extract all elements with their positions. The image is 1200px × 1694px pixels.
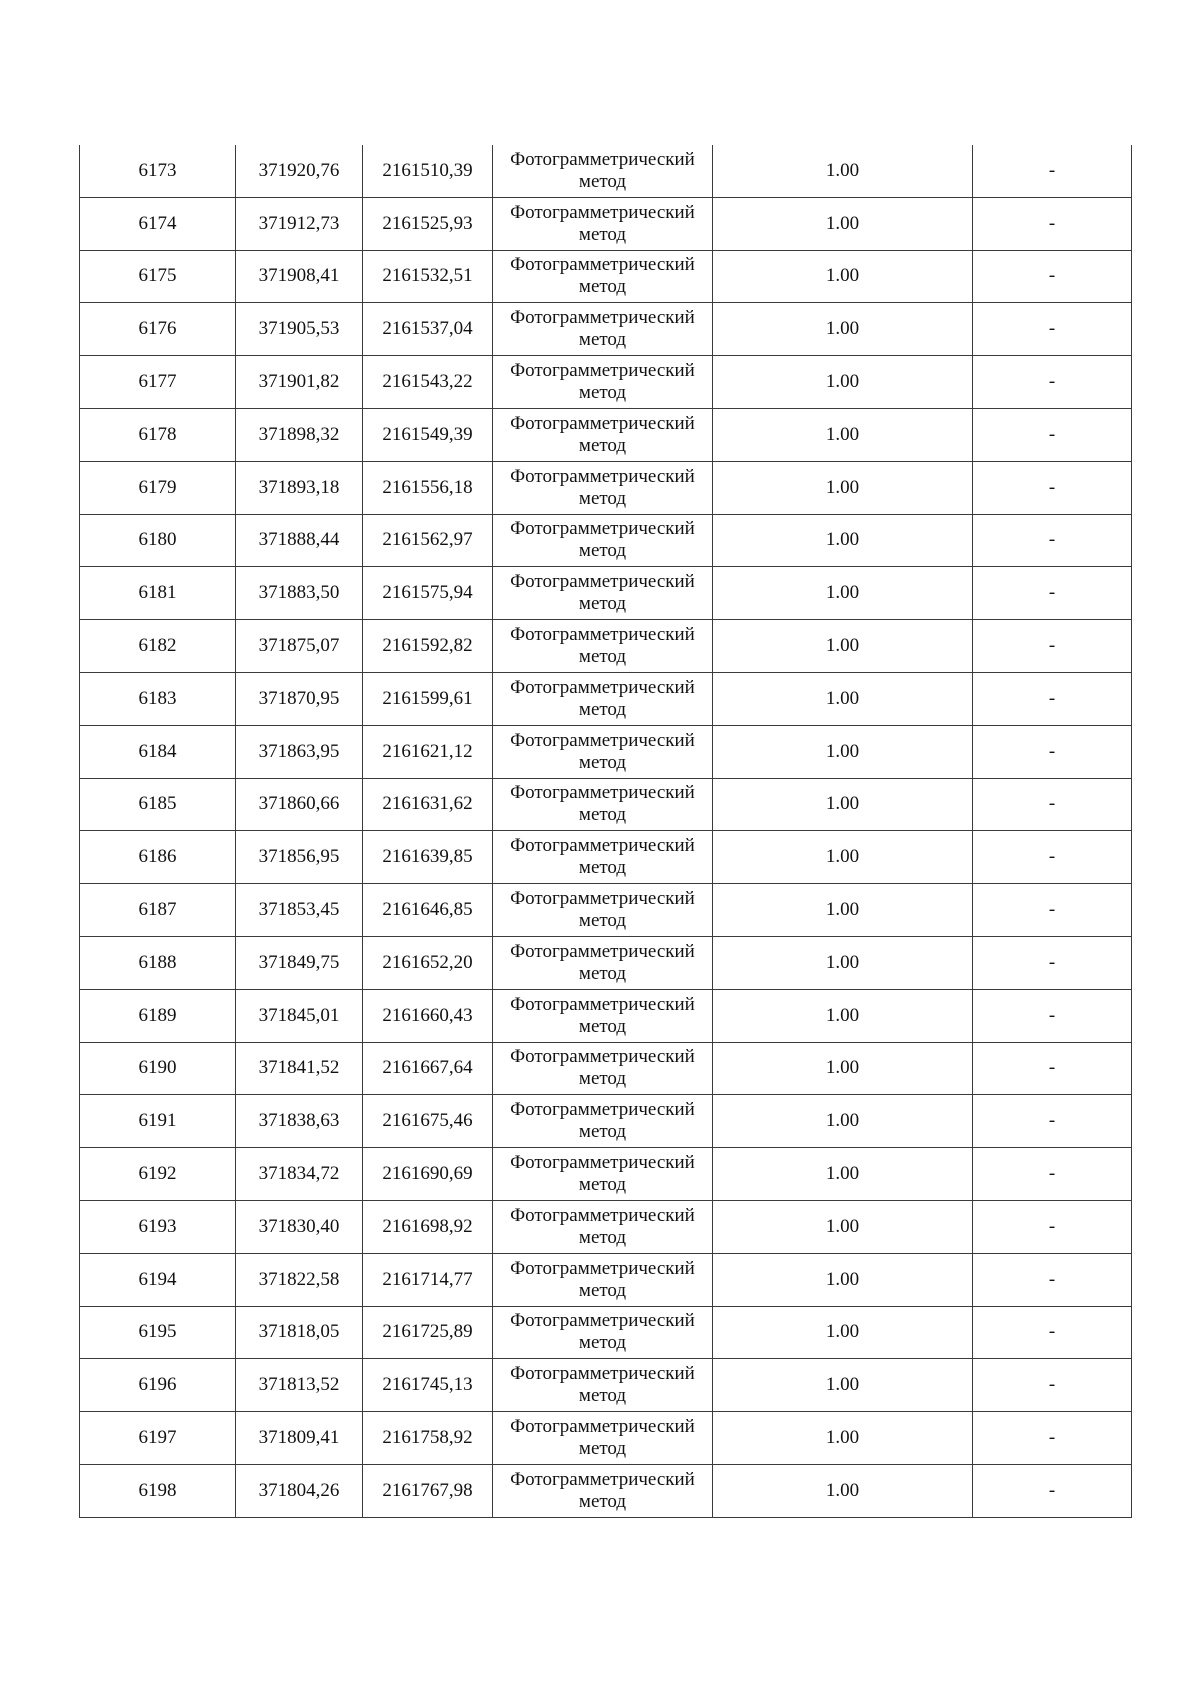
method-line-2: метод	[578, 1438, 627, 1460]
x-coordinate-cell: 371822,58	[236, 1253, 363, 1306]
method-line-2: метод	[578, 1121, 627, 1143]
table-row	[80, 250, 1132, 303]
point-number-cell: 6190	[80, 1042, 236, 1095]
y-coordinate-cell: 2161575,94	[363, 567, 493, 620]
point-number-cell: 6173	[80, 145, 236, 197]
accuracy-cell: 1.00	[713, 1200, 973, 1253]
table-row	[80, 197, 1132, 250]
x-coordinate-cell: 371818,05	[236, 1306, 363, 1359]
point-number-cell: 6194	[80, 1253, 236, 1306]
point-number-cell: 6175	[80, 250, 236, 303]
method-line-2: метод	[578, 1015, 627, 1037]
x-coordinate-cell: 371841,52	[236, 1042, 363, 1095]
y-coordinate-cell: 2161652,20	[363, 936, 493, 989]
table-row	[80, 145, 1132, 197]
method-cell	[493, 1359, 713, 1412]
accuracy-cell: 1.00	[713, 461, 973, 514]
method-line-1: Фотограмметрический	[510, 835, 695, 857]
extra-cell: -	[973, 989, 1132, 1042]
x-coordinate-cell: 371905,53	[236, 303, 363, 356]
x-coordinate-cell: 371875,07	[236, 620, 363, 673]
accuracy-cell: 1.00	[713, 567, 973, 620]
method-cell	[493, 1200, 713, 1253]
extra-cell: -	[973, 514, 1132, 567]
accuracy-cell: 1.00	[713, 408, 973, 461]
y-coordinate-cell: 2161532,51	[363, 250, 493, 303]
accuracy-cell: 1.00	[713, 197, 973, 250]
accuracy-cell: 1.00	[713, 1306, 973, 1359]
point-number-cell: 6183	[80, 672, 236, 725]
y-coordinate-cell: 2161631,62	[363, 778, 493, 831]
extra-cell: -	[973, 1359, 1132, 1412]
method-line-1: Фотограмметрический	[510, 1468, 695, 1490]
y-coordinate-cell: 2161725,89	[363, 1306, 493, 1359]
method-cell	[493, 1042, 713, 1095]
method-line-2: метод	[578, 1068, 627, 1090]
method-line-2: метод	[578, 329, 627, 351]
method-line-1: Фотограмметрический	[510, 571, 695, 593]
point-number-cell: 6188	[80, 936, 236, 989]
method-cell	[493, 936, 713, 989]
x-coordinate-cell: 371849,75	[236, 936, 363, 989]
x-coordinate-cell: 371863,95	[236, 725, 363, 778]
method-cell	[493, 567, 713, 620]
method-line-2: метод	[578, 646, 627, 668]
point-number-cell: 6198	[80, 1464, 236, 1517]
point-number-cell: 6182	[80, 620, 236, 673]
method-cell	[493, 303, 713, 356]
y-coordinate-cell: 2161660,43	[363, 989, 493, 1042]
method-line-2: метод	[578, 1174, 627, 1196]
x-coordinate-cell: 371901,82	[236, 356, 363, 409]
extra-cell: -	[973, 884, 1132, 937]
y-coordinate-cell: 2161675,46	[363, 1095, 493, 1148]
extra-cell: -	[973, 356, 1132, 409]
method-line-1: Фотограмметрический	[510, 1416, 695, 1438]
x-coordinate-cell: 371893,18	[236, 461, 363, 514]
accuracy-cell: 1.00	[713, 989, 973, 1042]
y-coordinate-cell: 2161767,98	[363, 1464, 493, 1517]
extra-cell: -	[973, 408, 1132, 461]
extra-cell: -	[973, 1253, 1132, 1306]
y-coordinate-cell: 2161525,93	[363, 197, 493, 250]
method-line-1: Фотограмметрический	[510, 360, 695, 382]
method-line-1: Фотограмметрический	[510, 1310, 695, 1332]
accuracy-cell: 1.00	[713, 1253, 973, 1306]
y-coordinate-cell: 2161646,85	[363, 884, 493, 937]
y-coordinate-cell: 2161599,61	[363, 672, 493, 725]
method-line-2: метод	[578, 857, 627, 879]
x-coordinate-cell: 371809,41	[236, 1412, 363, 1465]
accuracy-cell: 1.00	[713, 1042, 973, 1095]
table-row	[80, 1042, 1132, 1095]
point-number-cell: 6193	[80, 1200, 236, 1253]
method-line-1: Фотограмметрический	[510, 1046, 695, 1068]
y-coordinate-cell: 2161549,39	[363, 408, 493, 461]
method-line-1: Фотограмметрический	[510, 1204, 695, 1226]
method-line-2: метод	[578, 910, 627, 932]
x-coordinate-cell: 371813,52	[236, 1359, 363, 1412]
method-cell	[493, 831, 713, 884]
method-cell	[493, 989, 713, 1042]
table-row	[80, 778, 1132, 831]
method-line-1: Фотограмметрический	[510, 412, 695, 434]
table-row	[80, 567, 1132, 620]
table-row	[80, 1412, 1132, 1465]
point-number-cell: 6185	[80, 778, 236, 831]
method-cell	[493, 672, 713, 725]
extra-cell: -	[973, 672, 1132, 725]
y-coordinate-cell: 2161510,39	[363, 145, 493, 197]
x-coordinate-cell: 371804,26	[236, 1464, 363, 1517]
point-number-cell: 6176	[80, 303, 236, 356]
y-coordinate-cell: 2161698,92	[363, 1200, 493, 1253]
method-line-1: Фотограмметрический	[510, 1152, 695, 1174]
method-line-1: Фотограмметрический	[510, 465, 695, 487]
point-number-cell: 6184	[80, 725, 236, 778]
method-cell	[493, 250, 713, 303]
table-row	[80, 1253, 1132, 1306]
point-number-cell: 6192	[80, 1148, 236, 1201]
method-line-1: Фотограмметрический	[510, 254, 695, 276]
x-coordinate-cell: 371856,95	[236, 831, 363, 884]
method-line-1: Фотограмметрический	[510, 1363, 695, 1385]
table-row	[80, 514, 1132, 567]
method-line-2: метод	[578, 962, 627, 984]
point-number-cell: 6186	[80, 831, 236, 884]
method-line-2: метод	[578, 276, 627, 298]
table-row	[80, 1464, 1132, 1517]
extra-cell: -	[973, 778, 1132, 831]
method-line-1: Фотограмметрический	[510, 888, 695, 910]
extra-cell: -	[973, 620, 1132, 673]
method-cell	[493, 514, 713, 567]
extra-cell: -	[973, 725, 1132, 778]
x-coordinate-cell: 371870,95	[236, 672, 363, 725]
table-row	[80, 461, 1132, 514]
extra-cell: -	[973, 936, 1132, 989]
accuracy-cell: 1.00	[713, 884, 973, 937]
method-cell	[493, 145, 713, 197]
extra-cell: -	[973, 831, 1132, 884]
point-number-cell: 6181	[80, 567, 236, 620]
method-line-2: метод	[578, 1226, 627, 1248]
accuracy-cell: 1.00	[713, 725, 973, 778]
method-cell	[493, 1095, 713, 1148]
y-coordinate-cell: 2161562,97	[363, 514, 493, 567]
point-number-cell: 6178	[80, 408, 236, 461]
method-cell	[493, 620, 713, 673]
table-row	[80, 725, 1132, 778]
x-coordinate-cell: 371920,76	[236, 145, 363, 197]
accuracy-cell: 1.00	[713, 778, 973, 831]
y-coordinate-cell: 2161667,64	[363, 1042, 493, 1095]
extra-cell: -	[973, 567, 1132, 620]
method-line-1: Фотограмметрический	[510, 676, 695, 698]
method-cell	[493, 461, 713, 514]
accuracy-cell: 1.00	[713, 1148, 973, 1201]
method-line-2: метод	[578, 223, 627, 245]
x-coordinate-cell: 371830,40	[236, 1200, 363, 1253]
method-line-2: метод	[578, 170, 627, 192]
point-number-cell: 6177	[80, 356, 236, 409]
table-row	[80, 1200, 1132, 1253]
x-coordinate-cell: 371908,41	[236, 250, 363, 303]
method-cell	[493, 1412, 713, 1465]
x-coordinate-cell: 371883,50	[236, 567, 363, 620]
x-coordinate-cell: 371912,73	[236, 197, 363, 250]
accuracy-cell: 1.00	[713, 514, 973, 567]
accuracy-cell: 1.00	[713, 1095, 973, 1148]
accuracy-cell: 1.00	[713, 303, 973, 356]
y-coordinate-cell: 2161690,69	[363, 1148, 493, 1201]
accuracy-cell: 1.00	[713, 831, 973, 884]
method-cell	[493, 408, 713, 461]
extra-cell: -	[973, 303, 1132, 356]
method-line-1: Фотограмметрический	[510, 148, 695, 170]
x-coordinate-cell: 371838,63	[236, 1095, 363, 1148]
method-cell	[493, 1148, 713, 1201]
y-coordinate-cell: 2161537,04	[363, 303, 493, 356]
y-coordinate-cell: 2161556,18	[363, 461, 493, 514]
point-number-cell: 6179	[80, 461, 236, 514]
method-line-1: Фотограмметрический	[510, 1099, 695, 1121]
table-row	[80, 1359, 1132, 1412]
method-line-1: Фотограмметрический	[510, 729, 695, 751]
table-row	[80, 620, 1132, 673]
method-cell	[493, 1464, 713, 1517]
extra-cell: -	[973, 1200, 1132, 1253]
table-row	[80, 408, 1132, 461]
point-number-cell: 6195	[80, 1306, 236, 1359]
method-cell	[493, 356, 713, 409]
x-coordinate-cell: 371845,01	[236, 989, 363, 1042]
x-coordinate-cell: 371834,72	[236, 1148, 363, 1201]
method-line-2: метод	[578, 593, 627, 615]
coordinates-table	[79, 145, 1132, 1518]
method-cell	[493, 884, 713, 937]
accuracy-cell: 1.00	[713, 250, 973, 303]
extra-cell: -	[973, 1306, 1132, 1359]
y-coordinate-cell: 2161714,77	[363, 1253, 493, 1306]
method-line-1: Фотограмметрический	[510, 940, 695, 962]
table-row	[80, 936, 1132, 989]
extra-cell: -	[973, 1464, 1132, 1517]
method-cell	[493, 725, 713, 778]
point-number-cell: 6191	[80, 1095, 236, 1148]
y-coordinate-cell: 2161592,82	[363, 620, 493, 673]
accuracy-cell: 1.00	[713, 936, 973, 989]
method-line-1: Фотограмметрический	[510, 624, 695, 646]
point-number-cell: 6189	[80, 989, 236, 1042]
y-coordinate-cell: 2161639,85	[363, 831, 493, 884]
method-line-2: метод	[578, 1385, 627, 1407]
extra-cell: -	[973, 250, 1132, 303]
table-row	[80, 884, 1132, 937]
table-row	[80, 672, 1132, 725]
method-line-2: метод	[578, 804, 627, 826]
x-coordinate-cell: 371888,44	[236, 514, 363, 567]
method-line-2: метод	[578, 1490, 627, 1512]
table-row	[80, 303, 1132, 356]
method-line-1: Фотограмметрический	[510, 307, 695, 329]
point-number-cell: 6174	[80, 197, 236, 250]
point-number-cell: 6196	[80, 1359, 236, 1412]
method-cell	[493, 197, 713, 250]
method-cell	[493, 778, 713, 831]
accuracy-cell: 1.00	[713, 1359, 973, 1412]
method-line-2: метод	[578, 1279, 627, 1301]
coordinates-table-body	[80, 145, 1132, 1517]
method-cell	[493, 1306, 713, 1359]
method-line-1: Фотограмметрический	[510, 518, 695, 540]
accuracy-cell: 1.00	[713, 356, 973, 409]
y-coordinate-cell: 2161543,22	[363, 356, 493, 409]
y-coordinate-cell: 2161758,92	[363, 1412, 493, 1465]
accuracy-cell: 1.00	[713, 145, 973, 197]
method-cell	[493, 1253, 713, 1306]
accuracy-cell: 1.00	[713, 1464, 973, 1517]
table-row	[80, 831, 1132, 884]
table-row	[80, 989, 1132, 1042]
extra-cell: -	[973, 197, 1132, 250]
method-line-2: метод	[578, 751, 627, 773]
method-line-2: метод	[578, 1332, 627, 1354]
table-row	[80, 1306, 1132, 1359]
accuracy-cell: 1.00	[713, 1412, 973, 1465]
x-coordinate-cell: 371853,45	[236, 884, 363, 937]
method-line-2: метод	[578, 382, 627, 404]
x-coordinate-cell: 371860,66	[236, 778, 363, 831]
method-line-2: метод	[578, 698, 627, 720]
accuracy-cell: 1.00	[713, 620, 973, 673]
extra-cell: -	[973, 1412, 1132, 1465]
extra-cell: -	[973, 145, 1132, 197]
table-row	[80, 356, 1132, 409]
point-number-cell: 6187	[80, 884, 236, 937]
y-coordinate-cell: 2161621,12	[363, 725, 493, 778]
accuracy-cell: 1.00	[713, 672, 973, 725]
extra-cell: -	[973, 1042, 1132, 1095]
method-line-2: метод	[578, 434, 627, 456]
point-number-cell: 6180	[80, 514, 236, 567]
method-line-1: Фотограмметрический	[510, 1257, 695, 1279]
extra-cell: -	[973, 461, 1132, 514]
extra-cell: -	[973, 1148, 1132, 1201]
table-row	[80, 1095, 1132, 1148]
x-coordinate-cell: 371898,32	[236, 408, 363, 461]
method-line-1: Фотограмметрический	[510, 201, 695, 223]
method-line-1: Фотограмметрический	[510, 782, 695, 804]
point-number-cell: 6197	[80, 1412, 236, 1465]
method-line-2: метод	[578, 487, 627, 509]
extra-cell: -	[973, 1095, 1132, 1148]
method-line-1: Фотограмметрический	[510, 993, 695, 1015]
method-line-2: метод	[578, 540, 627, 562]
y-coordinate-cell: 2161745,13	[363, 1359, 493, 1412]
table-row	[80, 1148, 1132, 1201]
